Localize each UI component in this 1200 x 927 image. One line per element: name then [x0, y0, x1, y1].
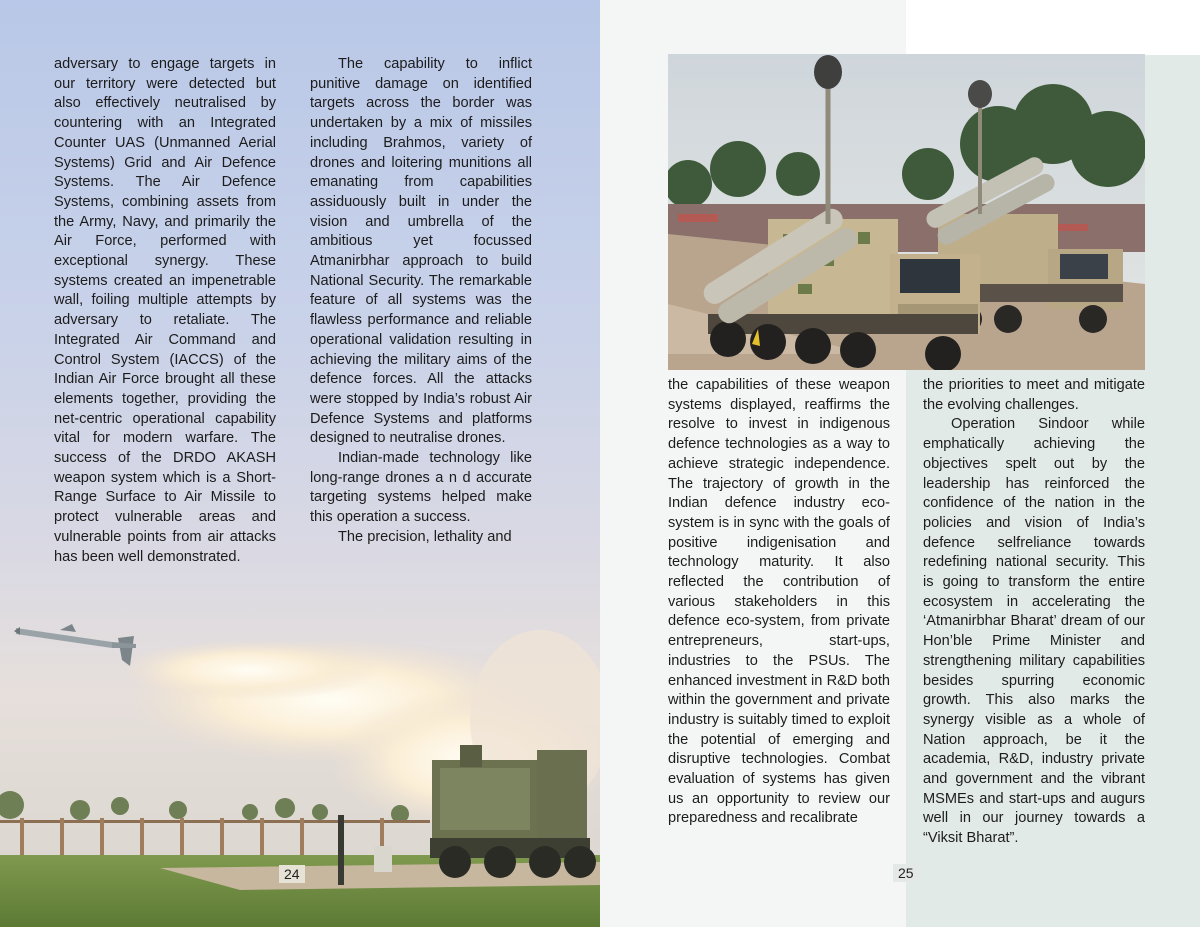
left-col2-paragraph-1: The capability to inflict punitive damage on identified targets across the border was undertaken by a mix of missiles including Brahmos, variety of drones and loitering munitions all emanating from capabilities assiduously built in under the vision and umbrella of the ambitious yet focussed Atmanirbhar approach to build National Security. The remarkable feature of all systems was the flawless performance and reliable operational validation resulting in achieving the military aims of the defence forces. All the attacks were stopped by India’s robust Air Defence Systems and platforms designed to neutralise drones.: [310, 56, 532, 447]
page-number-left: 24: [279, 865, 305, 883]
right-page-column-2: [923, 376, 1145, 849]
left-col1-paragraph-1: adversary to engage targets in our territory were detected but also effectively neutralised by countering with an Integrated Counter UAS (Unmanned Aerial Systems) Grid and Air Defence Systems. The Air Defence Systems, combining assets from the Army, Navy, and primarily the Air Force, performed with exceptional synergy. These systems created an impenetrable wall, foiling multiple attempts by adversary to retaliate. The Integrated Air Command and Control System (IACCS) of the Indian Air Force brought all these elements together, providing the net-centric operational capability vital for modern warfare. The success of the DRDO AKASH weapon system which is a Short-Range Surface to Air Missile to protect vulnerable areas and vulnerable points from air attacks has been well demonstrated.: [54, 56, 276, 565]
right-col1-paragraph-1: the capabilities of these weapon systems displayed, reaffirms the resolve to invest in indigenous defence technologies as a way to achieve strategic independence. The trajectory of growth in the Indian defence industry eco-system is in sync with the goals of positive indigenisation and technology maturity. It also reflected the contribution of various stakeholders in this defence eco-system, from private entrepreneurs, start-ups, industries to the PSUs. The enhanced investment in R&D both within the government and private industry is suitably timed to exploit the potential of emerging and disruptive technologies. Combat evaluation of systems has given us an opportunity to review our preparedness and recalibrate: [668, 377, 890, 827]
left-col2-paragraph-2: Indian-made technology like long-range drones a n d accurate targeting systems helped make this operation a success.: [310, 450, 532, 526]
parade-missile-launchers-photo: [668, 54, 1145, 370]
launcher-truck-icon: [430, 745, 596, 878]
left-page-column-2: [310, 55, 532, 548]
missile-icon: [14, 624, 136, 666]
right-page-column-1: [668, 376, 890, 829]
right-col2-paragraph-1: the priorities to meet and mitigate the evolving challenges.: [923, 377, 1145, 413]
left-col2-paragraph-3: The precision, lethality and: [338, 528, 512, 545]
page-number-right: 25: [893, 864, 919, 882]
right-col2-paragraph-2: Operation Sindoor while emphatically achieving the objectives spelt out by the leadership has reinforced the confidence of the nation in the policies and vision of India’s defence selfreliance towards redefining national security. This is going to transform the entire ecosystem in accelerating the ‘Atmanirbhar Bharat’ dream of our Hon’ble Prime Minister and strengthening military capabilities besides spurring economic growth. This also marks the synergy visible as a whole of Nation approach, be it the academia, R&D, industry private and government and the vibrant MSMEs and start-ups and augurs well in our journey towards a “Viksit Bharat”.: [923, 416, 1145, 847]
right-page-top-strip: [906, 0, 1200, 55]
left-page-column-1: [54, 55, 276, 567]
